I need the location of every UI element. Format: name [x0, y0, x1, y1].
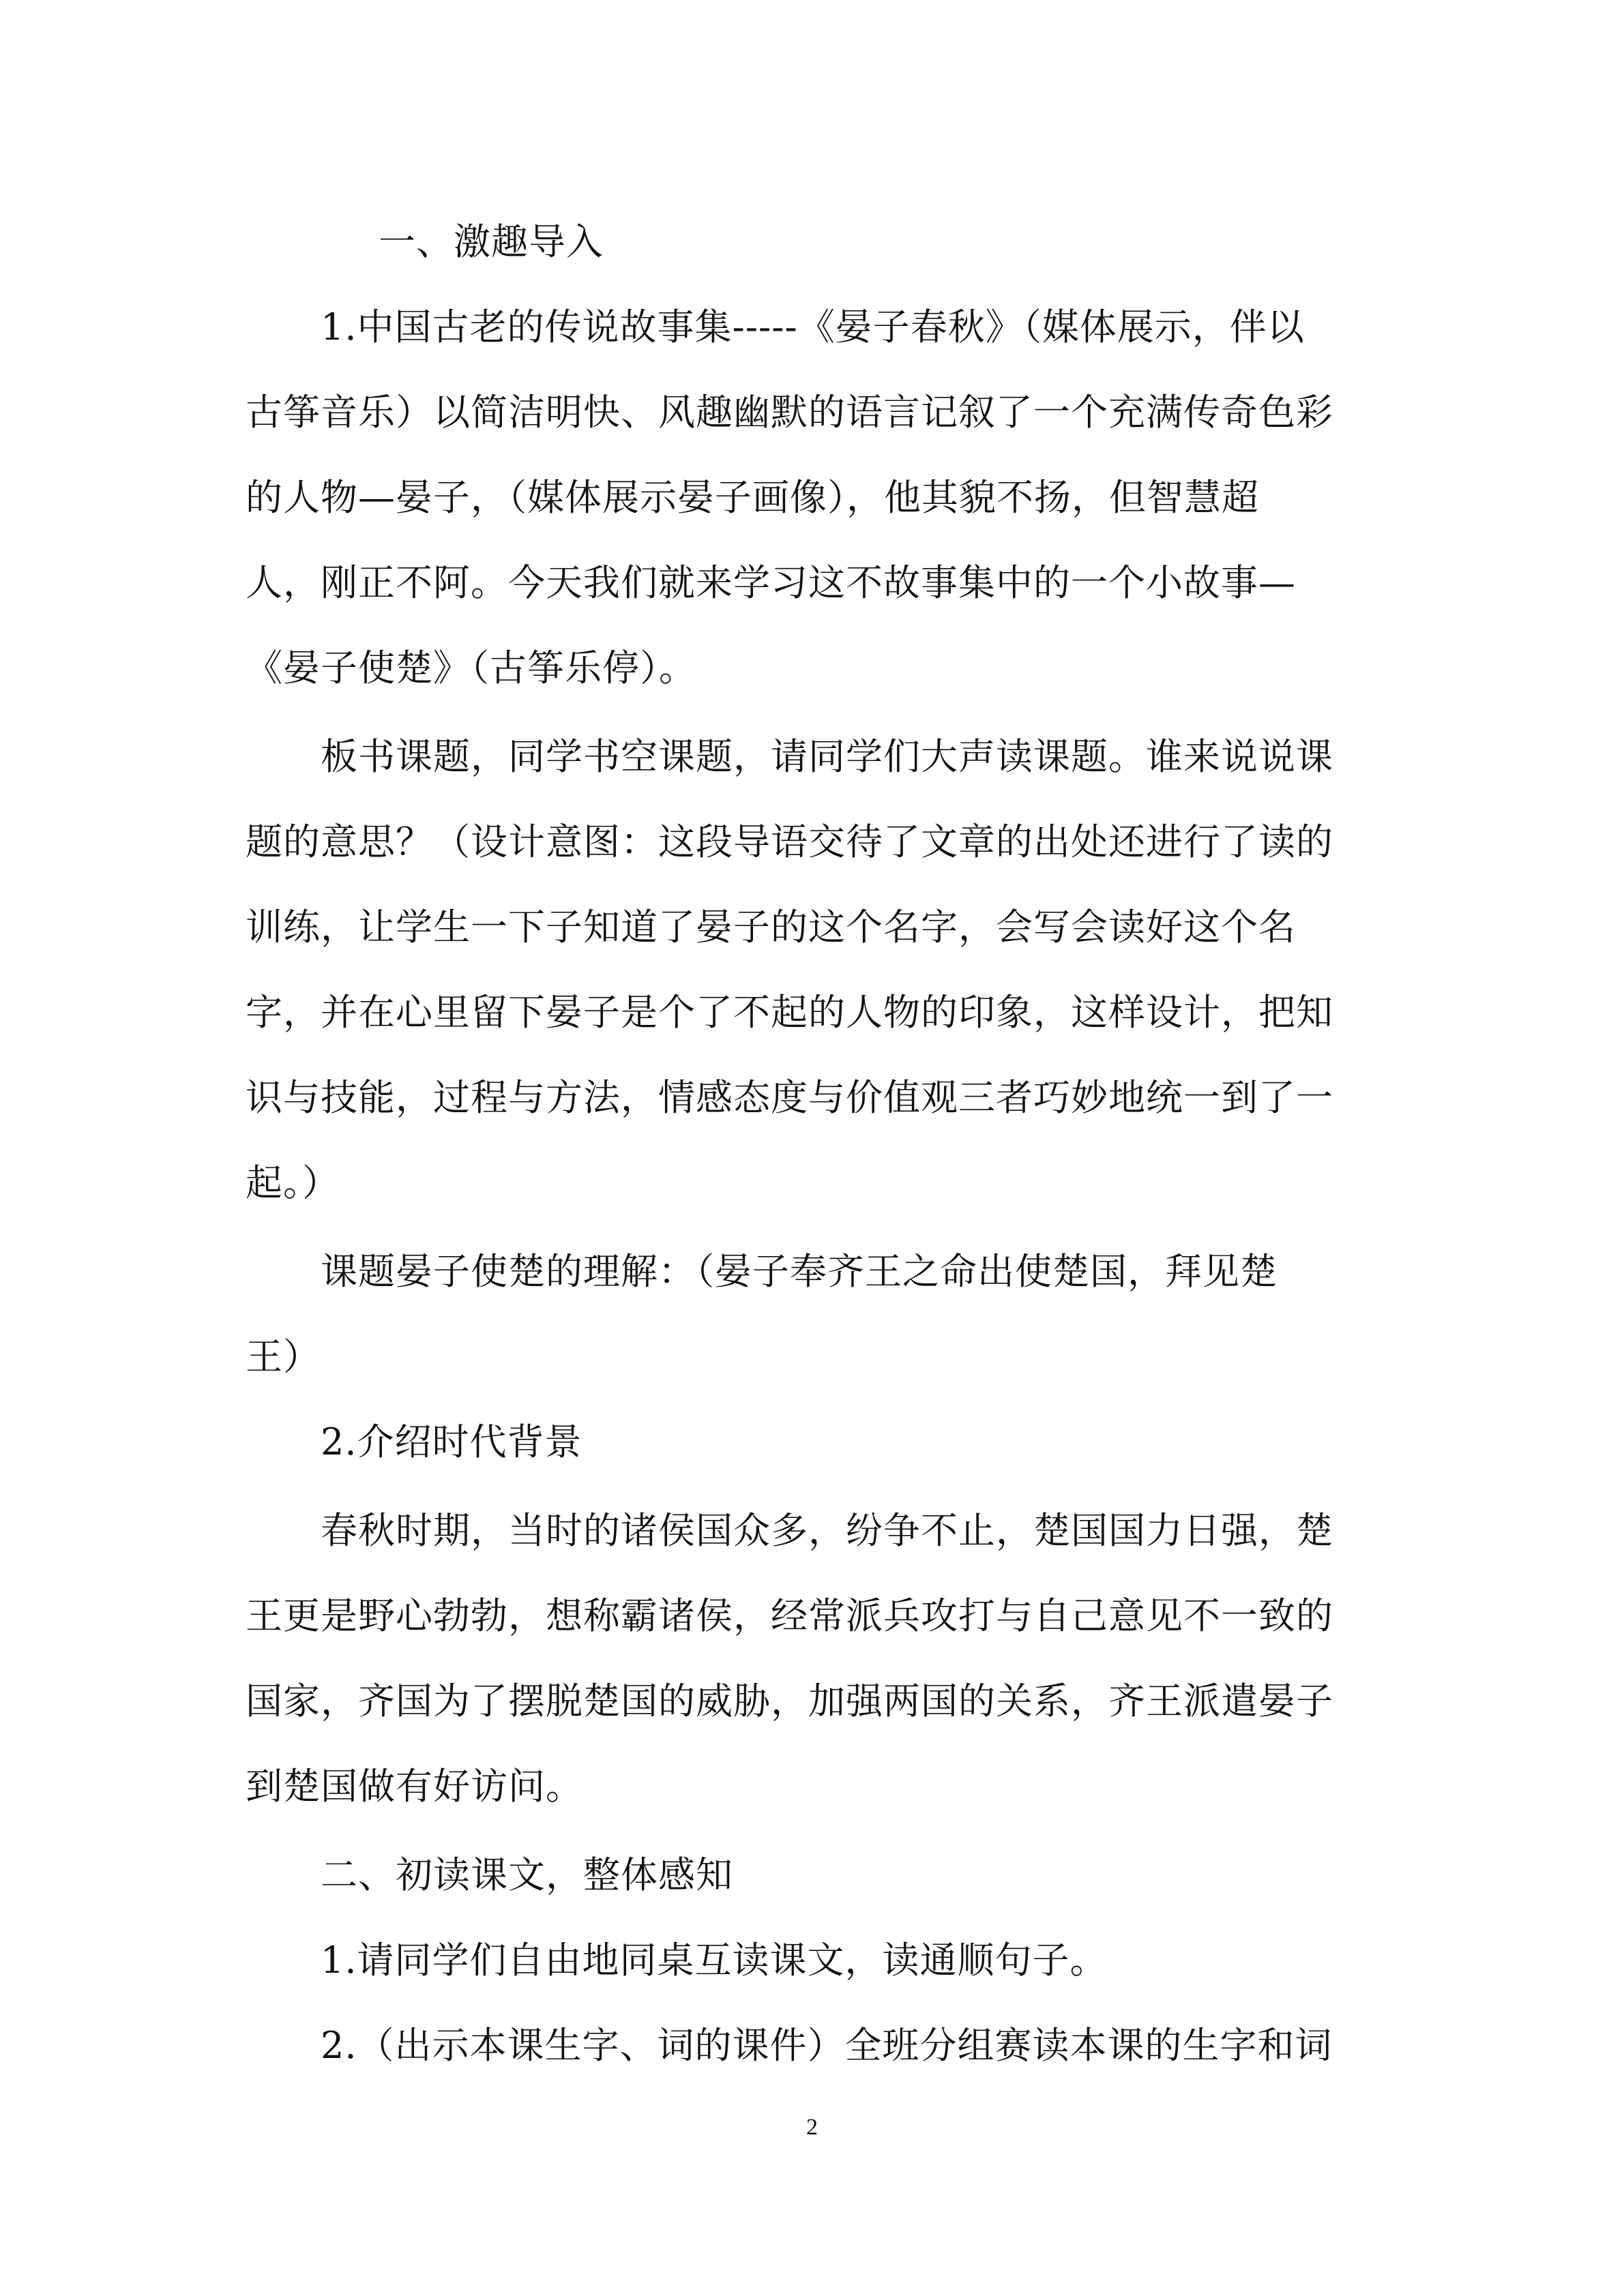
paragraph-line: 训练，让学生一下子知道了晏子的这个名字，会写会读好这个名: [246, 906, 1296, 949]
paragraph-line: 课题晏子使楚的理解：（晏子奉齐王之命出使楚国，拜见楚: [321, 1250, 1278, 1293]
paragraph-line: 起。）: [246, 1161, 340, 1204]
section-subheading: 2.介绍时代背景: [321, 1420, 582, 1463]
section-heading-2: 二、初读课文，整体感知: [321, 1853, 733, 1896]
paragraph-line: 春秋时期，当时的诸侯国众多，纷争不止，楚国国力日强，楚: [321, 1509, 1333, 1552]
paragraph-line: 《晏子使楚》（古筝乐停）。: [246, 646, 696, 689]
paragraph-line: 1.请同学们自由地同桌互读课文，读通顺句子。: [321, 1939, 1108, 1982]
paragraph-line: 王更是野心勃勃，想称霸诸侯，经常派兵攻打与自己意见不一致的: [246, 1594, 1333, 1637]
paragraph-line: 古筝音乐）以简洁明快、风趣幽默的语言记叙了一个充满传奇色彩: [246, 391, 1333, 434]
paragraph-line: 题的意思？（设计意图：这段导语交待了文章的出处还进行了读的: [246, 820, 1333, 863]
page-number: 2: [806, 2115, 818, 2140]
paragraph-line: 识与技能，过程与方法，情感态度与价值观三者巧妙地统一到了一: [246, 1076, 1333, 1119]
paragraph-line: 1.中国古老的传说故事集-----《晏子春秋》（媒体展示，伴以: [321, 305, 1305, 348]
paragraph-line: 板书课题，同学书空课题，请同学们大声读课题。谁来说说课: [321, 735, 1333, 778]
paragraph-line: 2.（出示本课生字、词的课件）全班分组赛读本课的生字和词: [321, 2024, 1333, 2067]
section-heading-1: 一、激趣导入: [379, 220, 604, 263]
paragraph-line: 字，并在心里留下晏子是个了不起的人物的印象，这样设计，把知: [246, 991, 1333, 1034]
paragraph-line: 的人物—晏子，（媒体展示晏子画像），他其貌不扬，但智慧超: [246, 476, 1259, 519]
paragraph-line: 王）: [246, 1335, 321, 1378]
paragraph-line: 人，刚正不阿。今天我们就来学习这不故事集中的一个小故事—: [246, 561, 1296, 604]
paragraph-line: 国家，齐国为了摆脱楚国的威胁，加强两国的关系，齐王派遣晏子: [246, 1680, 1333, 1723]
paragraph-line: 到楚国做有好访问。: [246, 1765, 583, 1808]
